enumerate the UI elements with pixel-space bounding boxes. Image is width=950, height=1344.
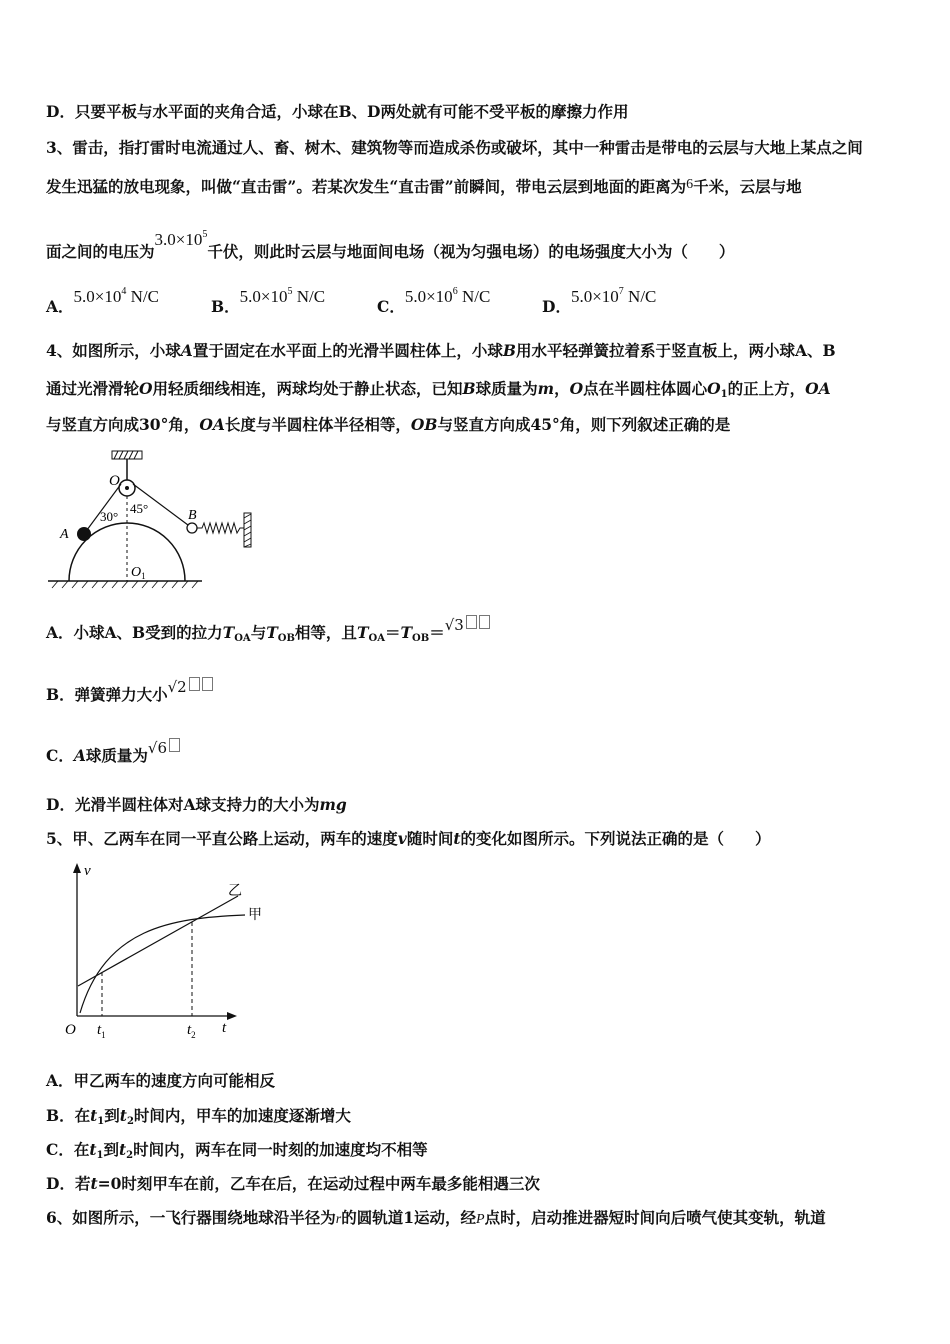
label-t: t (222, 1020, 227, 1036)
label-a: A (60, 527, 69, 542)
q4-stem-line1: 4、如图所示，小球A置于固定在水平面上的光滑半圆柱体上，小球B用水平轻弹簧拉着系于竖直板上，两小球A、B (46, 341, 836, 360)
q3-option-a[interactable]: A．$5.0\times 10^4$ N/C (46, 286, 159, 316)
q4-figure (44, 448, 264, 596)
spring (197, 523, 244, 533)
q5-option-b[interactable]: B．在$t_1$到$t_2$时间内，甲车的加速度逐渐增大 (46, 1106, 351, 1127)
ball-b (187, 523, 197, 533)
q3-stem-line2: 发生迅猛的放电现象，叫做“直击雷”。若某次发生“直击雷”前瞬间，带电云层到地面的距离为6千米，云层与地 (46, 177, 802, 196)
q5-figure (60, 858, 270, 1048)
label-b: B (188, 508, 197, 523)
q3-option-c[interactable]: C．$5.0\times 10^6$ N/C (377, 286, 491, 316)
q4-option-d[interactable]: D．光滑半圆柱体对A球支持力的大小为mg (46, 795, 347, 814)
q4-stem-line3: 与竖直方向成30°角，OA长度与半圆柱体半径相等，OB与竖直方向成45°角，则下列叙述正确的是 (46, 415, 731, 434)
q2-option-d: D．只要平板与水平面的夹角合适，小球在B、D两处就有可能不受平板的摩擦力作用 (46, 102, 629, 121)
wall-hatch (244, 513, 251, 547)
angle-45: 45° (130, 501, 149, 516)
q5-option-a[interactable]: A．甲乙两车的速度方向可能相反 (46, 1071, 276, 1090)
q3-stem-line1: 3、雷击，指打雷时电流通过人、畜、树木、建筑物等而造成杀伤或破坏，其中一种雷击是带电的云层与大地上某点之间 (46, 138, 863, 157)
label-jia: 甲 (248, 908, 262, 923)
label-v: v (84, 863, 91, 879)
curve-jia (80, 915, 245, 1013)
label-o: O (109, 473, 120, 489)
q4-stem-line2: 通过光滑滑轮O用轻质细线相连，两球均处于静止状态，已知B球质量为m，O点在半圆柱体圆心$O_1$的正上方，OA (46, 379, 831, 400)
label-origin: O (65, 1022, 76, 1038)
q3-stem-line3: 面之间的电压为$3.0\times 10^5$千伏，则此时云层与地面间电场（视为匀强电场）的电场强度大小为（ ） (46, 229, 735, 261)
q5-stem: 5、甲、乙两车在同一平直公路上运动，两车的速度v随时间t的变化如图所示。下列说法正确的是（ ） (46, 829, 771, 848)
label-t2: $t_2$ (187, 1022, 196, 1040)
ground-hatch (52, 581, 198, 588)
q4-option-b[interactable]: B．弹簧弹力大小√2 (46, 677, 213, 705)
ball-a (77, 527, 91, 541)
q4-option-a[interactable]: A．小球A、B受到的拉力$T_{OA}$与$T_{OB}$相等，且$T_{OA}=T_{OB}=√3$ (46, 615, 490, 649)
label-o1: $O_1$ (131, 565, 146, 581)
ceiling-hatch (112, 451, 142, 459)
q5-option-d[interactable]: D．若t=0时刻甲车在前，乙车在后，在运动过程中两车最多能相遇三次 (46, 1174, 540, 1193)
label-t1: $t_1$ (97, 1022, 106, 1040)
angle-30: 30° (100, 509, 119, 524)
q3-option-b[interactable]: B．$5.0\times 10^5$ N/C (211, 286, 326, 316)
label-yi: 乙 (228, 884, 242, 899)
q6-stem: 6、如图所示，一飞行器围绕地球沿半径为r的圆轨道1运动，经P点时，启动推进器短时间向后喷气使其变轨，轨道 (46, 1208, 826, 1227)
q3-option-d[interactable]: D．$5.0\times 10^7$ N/C (542, 286, 657, 316)
q4-option-c[interactable]: C．A球质量为√6 (46, 738, 180, 766)
q5-option-c[interactable]: C．在$t_1$到$t_2$时间内，两车在同一时刻的加速度均不相等 (46, 1140, 428, 1161)
